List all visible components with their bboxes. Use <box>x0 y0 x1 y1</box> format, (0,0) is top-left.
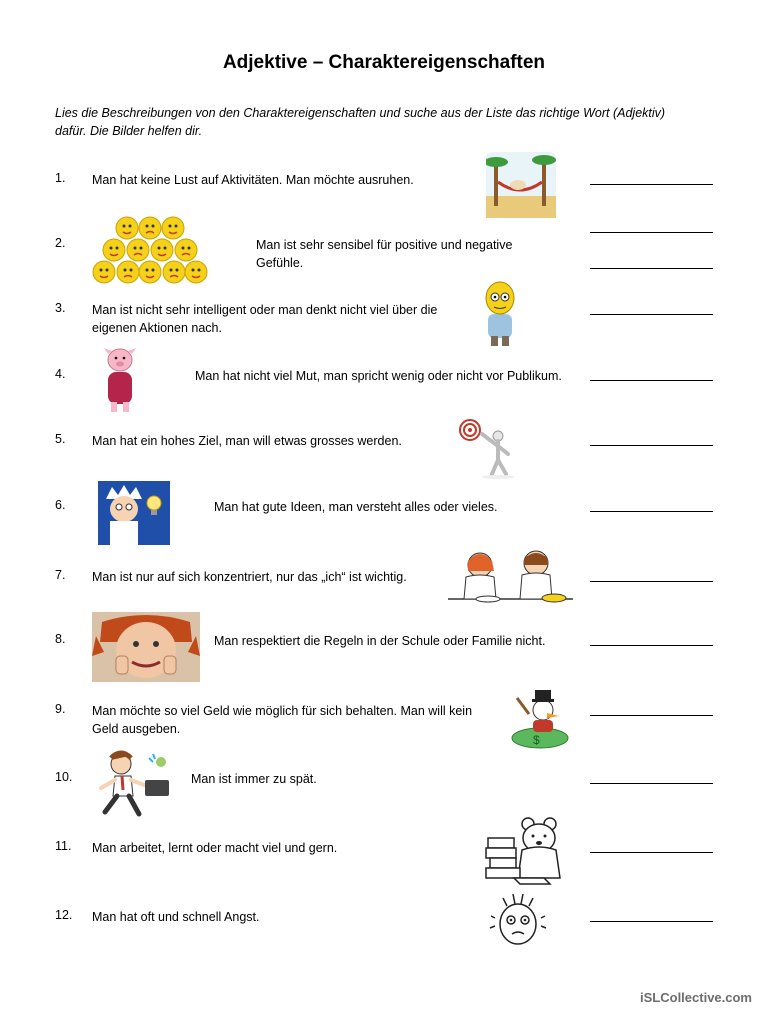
target-figure-icon <box>450 414 540 480</box>
page-title: Adjektive – Charaktereigenschaften <box>222 52 546 73</box>
item-number: 4. <box>55 367 66 381</box>
item-number: 2. <box>55 236 66 250</box>
item-description: Man ist nur auf sich konzentriert, nur das „ich“ ist wichtig. <box>92 570 407 584</box>
money-duck-icon <box>507 680 573 750</box>
item-description: Man arbeitet, lernt oder macht viel und gern. <box>92 841 338 855</box>
scared-face-icon <box>487 892 549 950</box>
answer-line-2b[interactable] <box>590 268 713 269</box>
item-description: Man hat oft und schnell Angst. <box>92 910 260 924</box>
item-number: 1. <box>55 171 66 185</box>
answer-line-2a[interactable] <box>590 232 713 233</box>
item-description: Man möchte so viel Geld wie möglich für sich behalten. Man will kein Geld ausgeben. <box>92 704 473 736</box>
item-number: 3. <box>55 301 66 315</box>
answer-line-7[interactable] <box>590 581 713 582</box>
answer-line-12[interactable] <box>590 921 713 922</box>
scientist-lightbulb-icon <box>98 481 170 545</box>
answer-line-1[interactable] <box>590 184 713 185</box>
item-description: Man hat nicht viel Mut, man spricht wenig oder nicht vor Publikum. <box>195 369 562 383</box>
answer-line-6[interactable] <box>590 511 713 512</box>
item-description: Man hat ein hohes Ziel, man will etwas grosses werden. <box>92 434 402 448</box>
item-number: 6. <box>55 498 66 512</box>
answer-line-5[interactable] <box>590 445 713 446</box>
item-number: 5. <box>55 432 66 446</box>
shy-pig-icon <box>92 346 148 414</box>
item-description: Man respektiert die Regeln in der Schule oder Familie nicht. <box>214 634 546 648</box>
answer-line-9[interactable] <box>590 715 713 716</box>
item-description: Man hat gute Ideen, man versteht alles oder vieles. <box>214 500 498 514</box>
item-description: Man ist nicht sehr intelligent oder man denkt nicht viel über die eigenen Aktionen nach. <box>92 303 438 335</box>
emoji-faces-icon <box>92 214 208 286</box>
answer-line-10[interactable] <box>590 783 713 784</box>
answer-line-3[interactable] <box>590 314 713 315</box>
svg-text:$: $ <box>533 733 540 747</box>
cartoon-boy-icon <box>475 278 525 348</box>
item-description: Man ist sehr sensibel für positive und negative Gefühle. <box>256 238 513 270</box>
girl-grimace-icon <box>92 612 200 682</box>
two-kids-eating-icon <box>448 545 573 613</box>
item-number: 8. <box>55 632 66 646</box>
footer-watermark: iSLCollective.com <box>640 990 752 1005</box>
item-description: Man hat keine Lust auf Aktivitäten. Man möchte ausruhen. <box>92 173 414 187</box>
item-number: 7. <box>55 568 66 582</box>
item-description: Man ist immer zu spät. <box>191 772 317 786</box>
item-number: 12. <box>55 908 73 922</box>
item-number: 9. <box>55 702 66 716</box>
instructions: Lies die Beschreibungen von den Charaktereigenschaften und suche aus der Liste das richtige Wort (Adjektiv) dafür. Die Bilder helfen dir. <box>55 106 666 138</box>
item-number: 10. <box>55 770 73 784</box>
bear-books-icon <box>484 816 564 886</box>
answer-line-11[interactable] <box>590 852 713 853</box>
hammock-palm-icon <box>486 152 556 218</box>
running-man-icon <box>95 750 177 820</box>
item-number: 11. <box>55 839 72 853</box>
answer-line-4[interactable] <box>590 380 713 381</box>
answer-line-8[interactable] <box>590 645 713 646</box>
